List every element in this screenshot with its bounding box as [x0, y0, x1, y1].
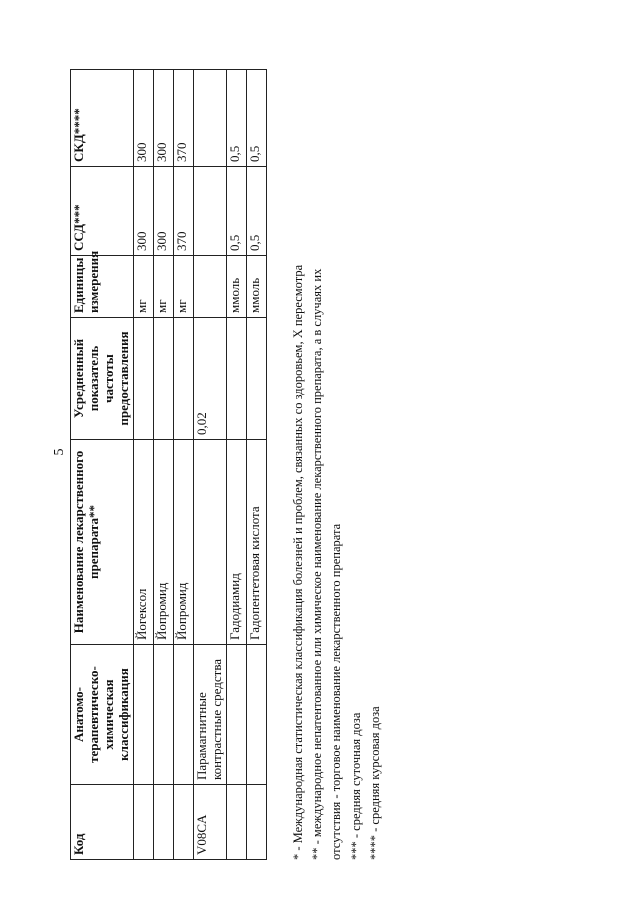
cell-units: мг — [153, 256, 173, 318]
footnotes — [289, 70, 386, 860]
table-row — [173, 70, 193, 860]
header-code: Код — [71, 785, 134, 860]
footnote-trade-name: отсутствия - торговое наименование лекарственного препарата — [329, 523, 344, 860]
footnote-skd: **** - средняя курсовая доза — [368, 706, 383, 860]
cell-units: ммоль — [226, 256, 246, 318]
cell-skd: 0,5 — [226, 70, 246, 167]
footnote-icd: * - Международная статистическая классификация болезней и проблем, связанных со здоровьем, X пересмотра — [290, 264, 305, 860]
cell-skd: 370 — [173, 70, 193, 167]
footnote-inn: ** - международное непатентованное или химическое наименование лекарственного препарата, а в случаях их — [310, 268, 324, 860]
cell-ssd: 300 — [133, 167, 153, 256]
cell-units: мг — [173, 256, 193, 318]
header-ssd: ССД*** — [71, 167, 134, 256]
cell-code — [226, 785, 246, 860]
header-units: Единицы измерения — [71, 256, 134, 318]
cell-skd: 0,5 — [246, 70, 266, 167]
table-header-row — [71, 70, 134, 860]
cell-ssd: 0,5 — [226, 167, 246, 256]
footnote-ssd: *** - средняя суточная доза — [348, 712, 363, 860]
table-row — [133, 70, 153, 860]
cell-ssd — [193, 167, 226, 256]
cell-drug-name: Гадопентетовая кислота — [246, 440, 266, 645]
cell-atc — [133, 645, 153, 785]
cell-code — [133, 785, 153, 860]
table-row — [153, 70, 173, 860]
cell-code — [173, 785, 193, 860]
table-row — [193, 70, 226, 860]
cell-units: мг — [133, 256, 153, 318]
table-row — [226, 70, 246, 860]
cell-atc — [246, 645, 266, 785]
rotated-content — [70, 60, 386, 860]
cell-atc — [173, 645, 193, 785]
drug-table — [70, 69, 267, 860]
cell-frequency — [173, 318, 193, 440]
cell-drug-name: Йопромид — [153, 440, 173, 645]
cell-skd — [193, 70, 226, 167]
page-number: 5 — [52, 448, 67, 456]
cell-skd: 300 — [153, 70, 173, 167]
cell-frequency — [133, 318, 153, 440]
cell-ssd: 370 — [173, 167, 193, 256]
cell-units — [193, 256, 226, 318]
cell-drug-name — [193, 440, 226, 645]
header-drug-name: Наименование лекарственного препарата** — [71, 440, 134, 645]
cell-atc: Парамагнитные контрастные средства — [193, 645, 226, 785]
cell-ssd: 300 — [153, 167, 173, 256]
cell-atc — [153, 645, 173, 785]
cell-frequency: 0,02 — [193, 318, 226, 440]
table-row — [246, 70, 266, 860]
cell-skd: 300 — [133, 70, 153, 167]
cell-drug-name: Йогексол — [133, 440, 153, 645]
cell-frequency — [226, 318, 246, 440]
cell-units: ммоль — [246, 256, 266, 318]
cell-code — [153, 785, 173, 860]
cell-code — [246, 785, 266, 860]
cell-frequency — [153, 318, 173, 440]
header-skd: СКД**** — [71, 70, 134, 167]
cell-code: V08CA — [193, 785, 226, 860]
header-atc: Анатомо-терапевтическо-химическая классификация — [71, 645, 134, 785]
cell-drug-name: Гадодиамид — [226, 440, 246, 645]
cell-frequency — [246, 318, 266, 440]
cell-drug-name: Йопромид — [173, 440, 193, 645]
header-frequency: Усредненный показатель частоты предоставления — [71, 318, 134, 440]
cell-ssd: 0,5 — [246, 167, 266, 256]
cell-atc — [226, 645, 246, 785]
